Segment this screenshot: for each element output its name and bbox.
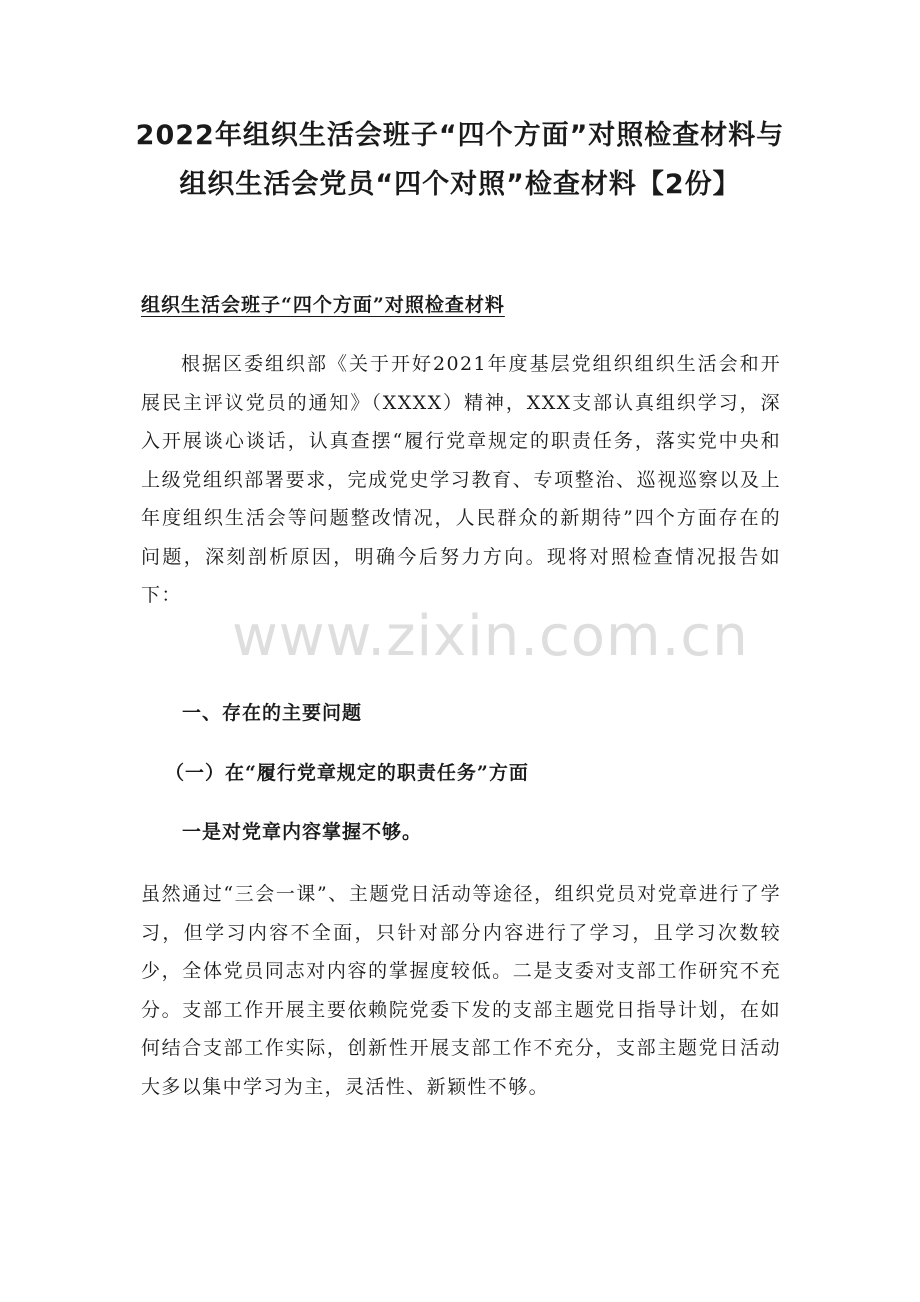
heading-main-problems: 一、存在的主要问题 (182, 702, 363, 724)
document-title-line-2: 组织生活会党员“四个对照”检查材料【2份】 (179, 169, 741, 200)
watermark: www.zixin.com.cn (232, 604, 749, 669)
intro-paragraph: 根据区委组织部《关于开好2021年度基层党组织组织生活会和开展民主评议党员的通知》（XXXX）精神，XXX支部认真组织学习，深入开展谈心谈话，认真查摆“履行党章规定的职责任务，落实党中央和上级党组织部署要求，完成党史学习教育、专项整治、巡视巡察以及上年度组织生活会等问题整改情况，人民群众的新期待”四个方面存在的问题，深刻剖析原因，明确今后努力方向。现将对照检查情况报告如下： (141, 353, 781, 606)
heading-point-1: 一是对党章内容掌握不够。 (182, 821, 423, 843)
document-title-line-1: 2022年组织生活会班子“四个方面”对照检查材料与 (135, 120, 785, 151)
heading-subsection-1: （一）在“履行党章规定的职责任务”方面 (165, 762, 529, 784)
body-paragraph: 虽然通过“三会一课”、主题党日活动等途径，组织党员对党章进行了学习，但学习内容不全面，只针对部分内容进行了学习，且学习次数较少，全体党员同志对内容的掌握度较低。二是支委对支部工作研究不充分。支部工作开展主要依赖院党委下发的支部主题党日指导计划，在如何结合支部工作实际，创新性开展支部工作不充分，支部主题党日活动大多以集中学习为主，灵活性、新颖性不够。 (141, 883, 781, 1098)
section-title: 组织生活会班子“四个方面”对照检查材料 (141, 294, 505, 316)
